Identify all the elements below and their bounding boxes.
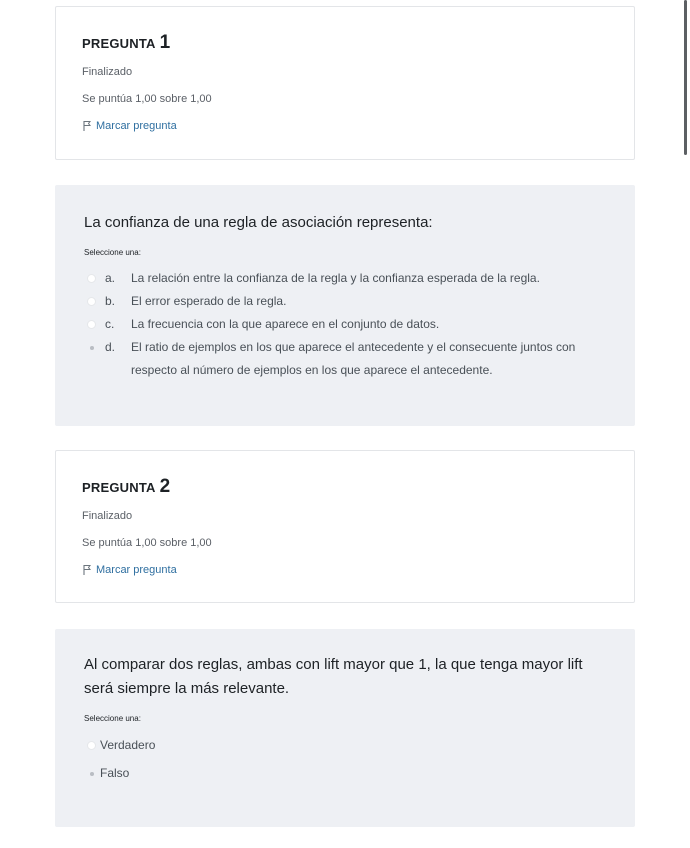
flag-question-link[interactable] [82,562,634,578]
answer-list [84,267,605,382]
answer-radio-selected[interactable] [87,343,96,352]
question-status: Finalizado [82,66,133,78]
question-status: Finalizado [82,510,133,522]
answer-label[interactable]: La frecuencia con la que aparece en el conjunto de datos. [131,317,440,331]
answer-prompt: Seleccione una: [84,248,141,257]
answer-label[interactable]: El error esperado de la regla. [131,294,287,308]
question-text: La confianza de una regla de asociación representa: [84,214,433,231]
answer-label[interactable]: Falso [100,766,130,780]
question-content-card [55,185,635,426]
question-label: PREGUNTA [82,480,156,495]
question-grade: Se puntúa 1,00 sobre 1,00 [82,93,212,105]
answer-radio-selected[interactable] [87,769,96,778]
flag-question-label[interactable]: Marcar pregunta [96,120,177,132]
answer-option-false[interactable] [84,759,605,787]
answer-letter: d. [105,340,116,354]
question-number-value: 2 [159,476,171,497]
page-scrollbar[interactable] [684,0,687,155]
answer-option-true[interactable] [84,731,605,759]
answer-radio[interactable] [87,741,96,750]
question-number-value: 1 [159,32,171,53]
flag-icon [82,564,92,576]
question-text: Al comparar dos reglas, ambas con lift mayor que 1, la que tenga mayor lift será siempre la más relevante. [84,656,583,697]
answer-radio[interactable] [87,297,96,306]
question-info-card [55,6,635,160]
answer-option-d[interactable] [84,336,605,382]
question-label: PREGUNTA [82,36,156,51]
answer-letter: b. [105,294,116,308]
answer-letter: a. [105,271,116,285]
question-info-card [55,450,635,603]
question-grade: Se puntúa 1,00 sobre 1,00 [82,537,212,549]
answer-radio[interactable] [87,320,96,329]
flag-question-label[interactable]: Marcar pregunta [96,564,177,576]
answer-label[interactable]: Verdadero [100,738,156,752]
answer-option-b[interactable] [84,290,605,313]
question-number [82,477,634,497]
answer-option-c[interactable] [84,313,605,336]
question-number [82,33,634,53]
answer-radio[interactable] [87,274,96,283]
answer-letter: c. [105,317,115,331]
answer-label[interactable]: La relación entre la confianza de la regla y la confianza esperada de la regla. [131,271,540,285]
flag-icon [82,120,92,132]
question-content-card [55,629,635,827]
answer-prompt: Seleccione una: [84,714,141,723]
answer-option-a[interactable] [84,267,605,290]
flag-question-link[interactable] [82,118,634,134]
answer-label[interactable]: El ratio de ejemplos en los que aparece el antecedente y el consecuente juntos con respecto al número de ejemplos en los que aparece el antecedente. [131,340,576,377]
answer-list [84,731,605,787]
